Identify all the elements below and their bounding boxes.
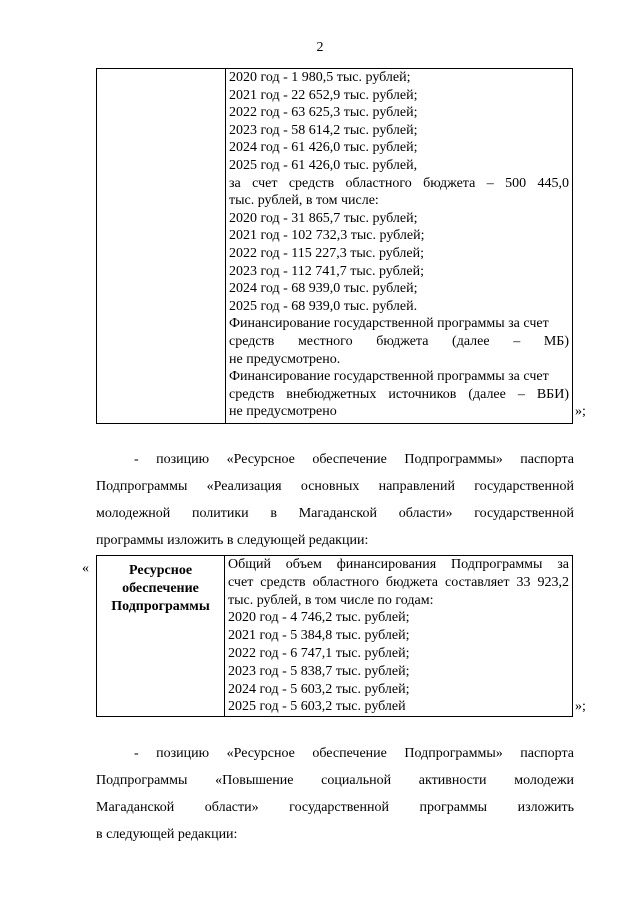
table1-line: 2024 год - 61 426,0 тыс. рублей; [229, 140, 418, 156]
table2-line: 2021 год - 5 384,8 тыс. рублей; [228, 628, 410, 644]
table1-line: 2022 год - 115 227,3 тыс. рублей; [229, 245, 424, 261]
table1-line: 2023 год - 112 741,7 тыс. рублей; [229, 263, 424, 279]
table1-line: 2022 год - 63 625,3 тыс. рублей; [229, 105, 418, 121]
table1-line: 2024 год - 68 939,0 тыс. рублей; [229, 281, 418, 297]
table2-left-line: обеспечение [122, 581, 199, 596]
paragraph-line: - позицию «Ресурсное обеспечение Подпрограммы» паспорта [134, 746, 574, 761]
table1-line: 2021 год - 102 732,3 тыс. рублей; [229, 228, 425, 244]
table1-right-cell [226, 69, 573, 424]
page-number: 2 [316, 40, 324, 55]
table2-line: Общий объем финансирования Подпрограммы за [228, 557, 569, 572]
paragraph-line: - позицию «Ресурсное обеспечение Подпрограммы» паспорта [134, 452, 574, 467]
table2-line: 2023 год - 5 838,7 тыс. рублей; [228, 663, 410, 679]
table1-line: 2020 год - 1 980,5 тыс. рублей; [229, 70, 411, 85]
table2-line: счет средств областного бюджета составляет 33 923,2 [228, 574, 569, 590]
table1-line: 2025 год - 68 939,0 тыс. рублей. [229, 298, 418, 314]
table1-line: Финансирование государственной программы за счет [229, 316, 549, 332]
table2-line: 2022 год - 6 747,1 тыс. рублей; [228, 645, 410, 661]
table2-left-cell [97, 556, 225, 717]
table1-line: не предусмотрено. [229, 351, 341, 367]
table1-line: средств внебюджетных источников (далее – ВБИ) [229, 386, 569, 402]
table1-line: 2023 год - 58 614,2 тыс. рублей; [229, 122, 418, 138]
table1-line: не предусмотрено [229, 404, 337, 420]
table2-line: 2025 год - 5 603,2 тыс. рублей [228, 699, 406, 715]
paragraph-line: Магаданской области» государственной программы изложить [96, 800, 574, 815]
paragraph-1 [96, 446, 574, 554]
paragraph-line: молодежной политики в Магаданской области» государственной [96, 506, 574, 521]
passport-table-continuation [96, 68, 573, 424]
table2-closing-quote: »; [575, 699, 586, 714]
table1-line: Финансирование государственной программы за счет [229, 369, 549, 385]
table1-closing-quote: »; [575, 404, 586, 419]
paragraph-2 [96, 740, 574, 848]
paragraph-line: Подпрограммы «Реализация основных направлений государственной [96, 479, 574, 494]
table2-right-cell [225, 556, 573, 717]
paragraph-line: программы изложить в следующей редакции: [96, 533, 369, 548]
resource-provision-table-1 [96, 555, 573, 717]
table2-line: 2020 год - 4 746,2 тыс. рублей; [228, 610, 410, 626]
paragraph-line: в следующей редакции: [96, 827, 238, 842]
table1-line: 2020 год - 31 865,7 тыс. рублей; [229, 210, 418, 226]
paragraph-line: Подпрограммы «Повышение социальной активности молодежи [96, 773, 574, 788]
table2-open-quote: « [82, 561, 89, 576]
table2-line: 2024 год - 5 603,2 тыс. рублей; [228, 681, 410, 697]
table1-line: за счет средств областного бюджета – 500 445,0 [229, 175, 569, 191]
table1-line: 2025 год - 61 426,0 тыс. рублей, [229, 157, 418, 173]
table1-line: тыс. рублей, в том числе: [229, 193, 379, 209]
table1-line: 2021 год - 22 652,9 тыс. рублей; [229, 87, 418, 103]
table1-left-cell [97, 69, 226, 424]
table2-left-line: Подпрограммы [111, 599, 210, 614]
table1-line: средств местного бюджета (далее – МБ) [229, 333, 569, 349]
table2-left-line: Ресурсное [128, 563, 193, 578]
table2-line: тыс. рублей, в том числе по годам: [228, 592, 434, 608]
